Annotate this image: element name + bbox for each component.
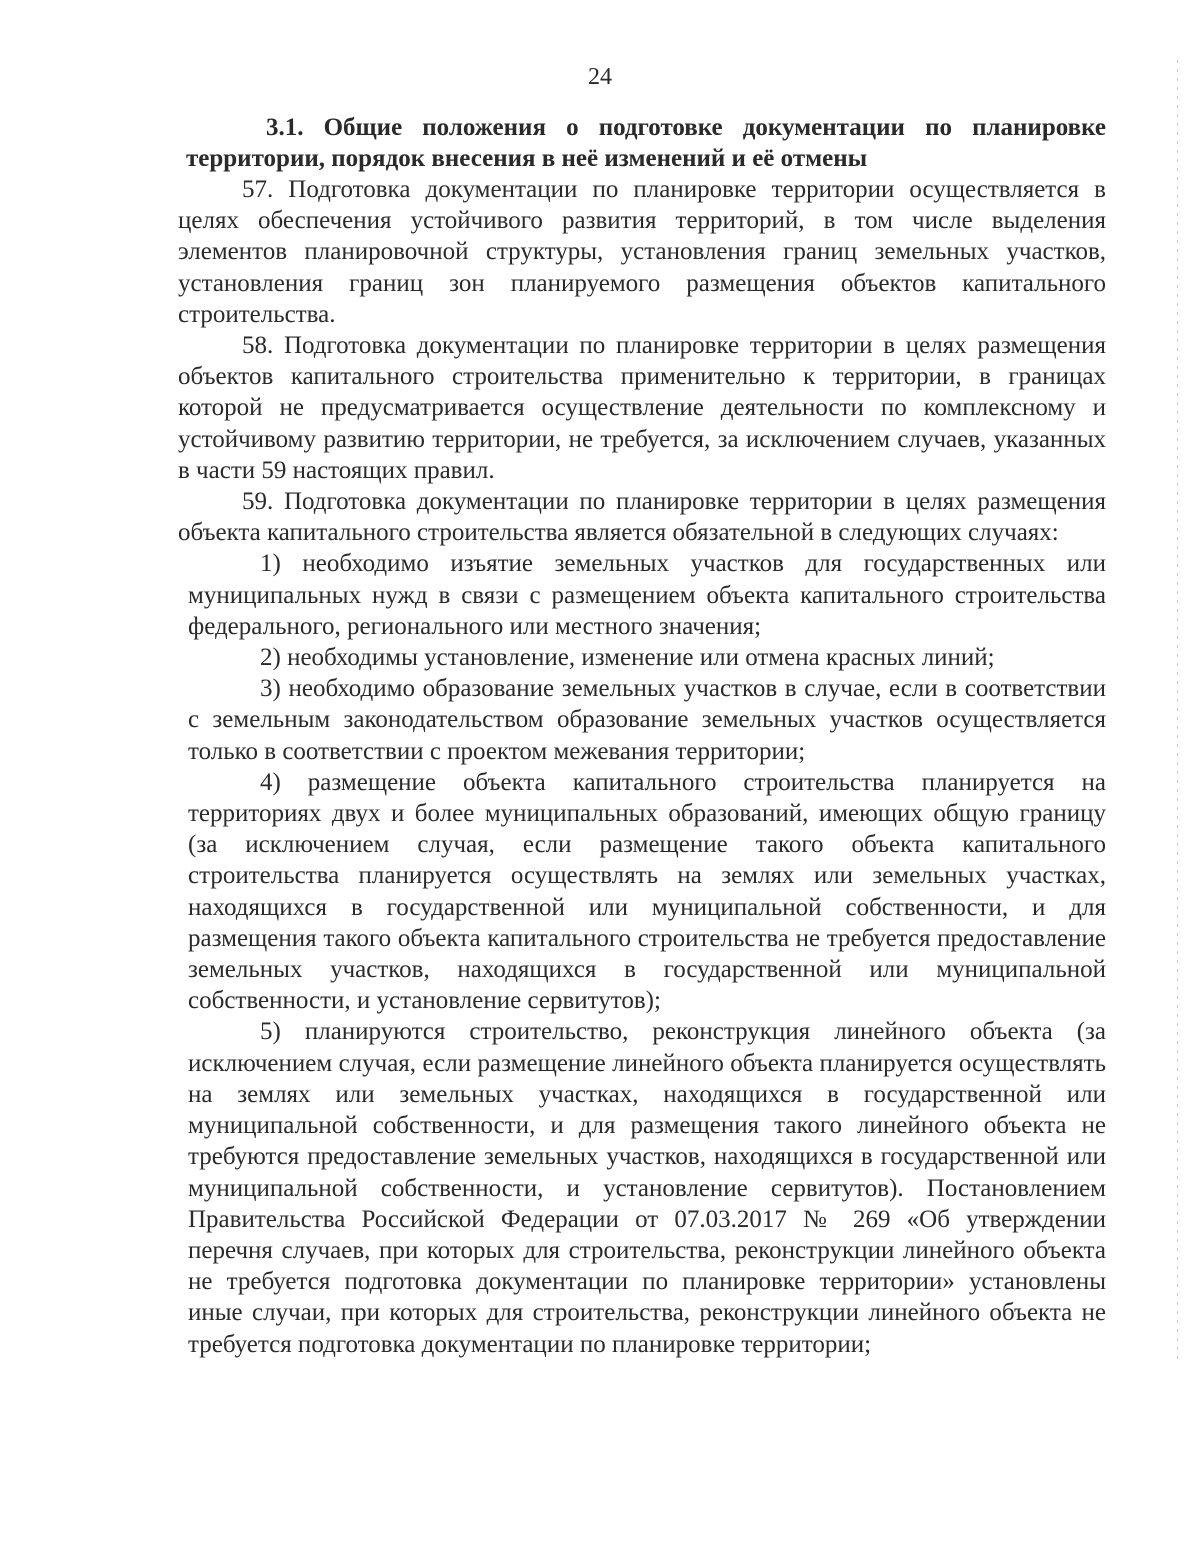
page-number: 24 <box>588 64 612 90</box>
scan-edge-mark <box>1177 60 1178 1360</box>
paragraph-59: 59. Подготовка документации по планировке территории в целях размещения объекта капитального строительства является обязательной в следующих случаях: <box>178 488 1106 547</box>
section-heading: 3.1. Общие положения о подготовке документации по планировке территории, порядок внесения в неё изменений и её отмены <box>186 114 1106 172</box>
list-item-2: 2) необходимы установление, изменение или отмена красных линий; <box>260 644 995 672</box>
list-item-3: 3) необходимо образование земельных участков в случае, если в соответствии с земельным законодательством образование земельных участков осуществляется только в соответствии с проектом межевания территории; <box>188 675 1106 765</box>
document-body <box>178 112 1106 1360</box>
list-item-5: 5) планируются строительство, реконструкция линейного объекта (за исключением случая, если размещение линейного объекта планируется осуществлять на землях или земельных участках, находящихся в государственной или муниципальной собственности, и для размещения такого линейного объекта не требуются предоставление земельных участков, находящихся в государственной или муниципальной собственности, и установление сервитутов). Постановлением Правительства Российской Федерации от 07.03.2017 № 269 «Об утверждении перечня случаев, при которых для строительства, реконструкции линейного объекта не требуется подготовка документации по планировке территории» установлены иные случаи, при которых для строительства, реконструкции линейного объекта не требуется подготовка документации по планировке территории; <box>188 1018 1106 1358</box>
paragraph-57: 57. Подготовка документации по планировке территории осуществляется в целях обеспечения устойчивого развития территорий, в том числе выделения элементов планировочной структуры, установления границ земельных участков, установления границ зон планируемого размещения объектов капитального строительства. <box>178 176 1106 328</box>
list-item-1: 1) необходимо изъятие земельных участков для государственных или муниципальных нужд в связи с размещением объекта капитального строительства федерального, регионального или местного значения; <box>188 550 1106 640</box>
list-item-4: 4) размещение объекта капитального строительства планируется на территориях двух и более муниципальных образований, имеющих общую границу (за исключением случая, если размещение такого объекта капитального строительства планируется осуществлять на землях или земельных участках, находящихся в государственной или муниципальной собственности, и для размещения такого объекта капитального строительства не требуется предоставление земельных участков, находящихся в государственной или муниципальной собственности, и установление сервитутов); <box>188 768 1106 1015</box>
paragraph-58: 58. Подготовка документации по планировке территории в целях размещения объектов капитального строительства применительно к территории, в границах которой не предусматривается осуществление деятельности по комплексному и устойчивому развитию территории, не требуется, за исключением случаев, указанных в части 59 настоящих правил. <box>178 332 1106 484</box>
